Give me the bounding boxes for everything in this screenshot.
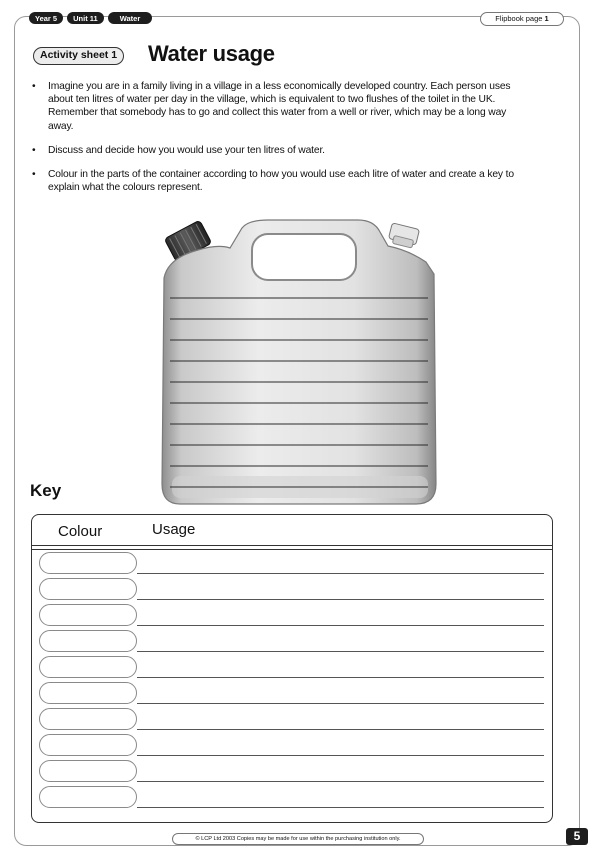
colour-swatch[interactable] — [39, 656, 137, 678]
key-row — [32, 783, 552, 809]
colour-swatch[interactable] — [39, 734, 137, 756]
usage-column-header: Usage — [152, 521, 196, 538]
colour-column-header: Colour — [58, 523, 103, 540]
usage-line[interactable] — [137, 755, 544, 756]
colour-swatch[interactable] — [39, 786, 137, 808]
instruction-item: • Colour in the parts of the container according to how you would use each litre of water and create a key to explain what the colours represent. — [30, 168, 530, 194]
key-row — [32, 549, 552, 575]
usage-line[interactable] — [137, 677, 544, 678]
key-row — [32, 731, 552, 757]
key-table — [31, 514, 553, 823]
jerrycan-icon[interactable] — [158, 214, 438, 506]
flipbook-label-text: Flipbook page — [495, 14, 543, 23]
key-row — [32, 679, 552, 705]
handle-opening — [252, 234, 356, 280]
key-row — [32, 601, 552, 627]
colour-swatch[interactable] — [39, 578, 137, 600]
key-row — [32, 757, 552, 783]
key-row — [32, 653, 552, 679]
colour-swatch[interactable] — [39, 760, 137, 782]
page-number: 5 — [566, 828, 588, 845]
topic-tag: Water — [108, 12, 153, 24]
instructions-list — [30, 80, 530, 205]
copyright-footer: © LCP Ltd 2003 Copies may be made for use within the purchasing institution only. — [172, 833, 424, 845]
key-row — [32, 627, 552, 653]
colour-swatch[interactable] — [39, 630, 137, 652]
year-tag: Year 5 — [29, 12, 63, 24]
usage-line[interactable] — [137, 573, 544, 574]
colour-swatch[interactable] — [39, 682, 137, 704]
colour-swatch[interactable] — [39, 552, 137, 574]
key-row — [32, 575, 552, 601]
key-heading: Key — [30, 481, 62, 500]
usage-line[interactable] — [137, 729, 544, 730]
usage-line[interactable] — [137, 703, 544, 704]
colour-swatch[interactable] — [39, 708, 137, 730]
unit-tag: Unit 11 — [67, 12, 104, 24]
usage-line[interactable] — [137, 807, 544, 808]
instruction-item: • Discuss and decide how you would use your ten litres of water. — [30, 144, 530, 157]
usage-line[interactable] — [137, 625, 544, 626]
usage-line[interactable] — [137, 599, 544, 600]
key-row — [32, 705, 552, 731]
colour-swatch[interactable] — [39, 604, 137, 626]
usage-line[interactable] — [137, 651, 544, 652]
activity-sheet-label: Activity sheet 1 — [33, 47, 124, 65]
header-tags — [29, 12, 152, 24]
page-title: Water usage — [148, 41, 275, 66]
flipbook-page-label — [480, 12, 564, 26]
vent-cap — [388, 223, 419, 248]
usage-line[interactable] — [137, 781, 544, 782]
flipbook-number: 1 — [544, 14, 549, 23]
instruction-item: • Imagine you are in a family living in a village in a less economically developed country. Each person uses about ten litres of water per day in the village, which is equivalent to two flushes of the toilet in the UK. Remember that somebody has to go and collect this water from a well or river, which may be a long way away. — [30, 80, 530, 133]
